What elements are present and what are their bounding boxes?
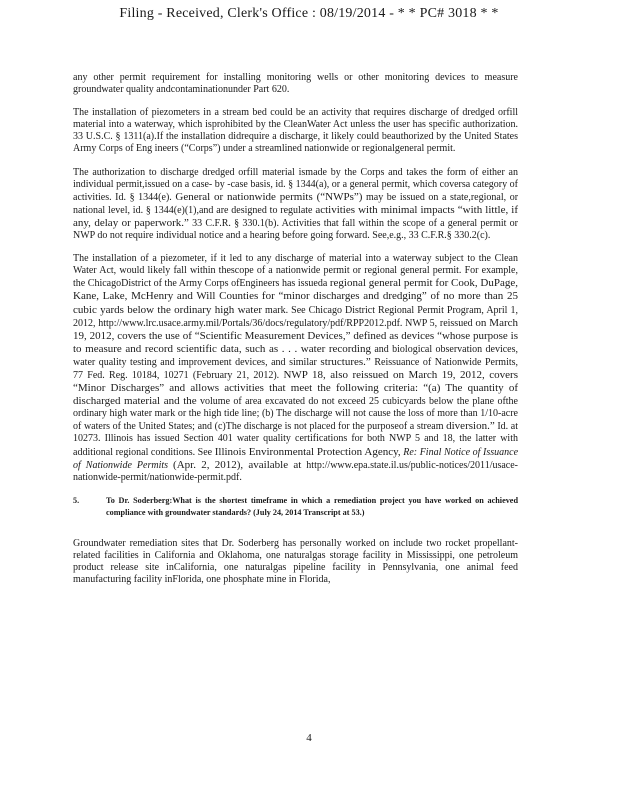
paragraph: any other permit requirement for installing monitoring wells or other monitoring devices to measure groundwater quality andcontaminationunder Part 620. [73, 72, 518, 96]
text-run: Illinois Environmental Protection Agency, [214, 445, 401, 458]
page-number: 4 [306, 732, 312, 744]
text-run: Id. at 10273. Illinois has issued Section 401 water quality certifications for both NWP 5 and 18, the latter with additional regional conditions. See [73, 421, 518, 458]
text-run: diversion.” [446, 420, 495, 433]
text-run: The authorization to discharge dredged orfill material ismade by the Corps and takes the form of either an individual permit,issued on a case- by -case basis, id. § 1344(a), or a general permit, which coversa category of activities. Id. § 1344(e). [73, 166, 518, 203]
text-run: and biological observation devices, water quality testing and improvement devices, and similar [73, 343, 518, 368]
text-run: NWP 18, also reissued on March 19, 2012, covers “Minor Discharges” and allows activities that meet the following criteria: “(a) The quantity of discharged material and the [73, 368, 518, 408]
document-body [73, 72, 518, 597]
paragraph [73, 253, 518, 484]
paragraph: The installation of piezometers in a stream bed could be an activity that requires discharge of dredged orfill material into a waterway, which isprohibited by the CleanWater Act unless the user has specific authorization. 33 U.S.C. § 1311(a).If the installation didrequire a discharge, it likely could beauthorized by the United States Army Corps of Eng ineers (“Corps”) under a streamlined nationwide or regionalgeneral permit. [73, 107, 518, 155]
text-run: (Apr. 2, 2012), available at [173, 458, 302, 471]
text-run: General or nationwide permits (“NWPs”) [175, 190, 363, 203]
question-text: To Dr. Soderberg:What is the shortest timeframe in which a remediation project you have worked on achieved compliance with groundwater standards? (July 24, 2014 Transcript at 53.) [106, 495, 518, 518]
text-run: regional general permit for Cook, DuPage, Kane, Lake, McHenry and Will Counties for “minor discharges and dredging” of no more than 25 cubic yards below the ordinary high water [73, 277, 519, 316]
text-run: 33 C.F.R. § 330.1(b). Activities that fall within the scope of a general permit or NWP do not require individual notice and a hearing before going forward. See,e.g., 33 C.F.R.§ 330.2(c). [73, 217, 518, 242]
paragraph: Groundwater remediation sites that Dr. Soderberg has personally worked on include two rocket propellant-related facilities in California and Oklahoma, one naturalgas storage facility in Mississippi, one petroleum product release site inCalifornia, one naturalgas pipeline facility in Pennsylvania, one animal feed manufacturing facility inFlorida, one phosphate mine in Florida, [73, 537, 518, 586]
citation-title: Re: Final Notice of Issuance of Nationwide Permits [73, 446, 519, 471]
text-run: activities with minimal impacts “with little, if any, delay or paperwork.” [73, 203, 518, 229]
text-run: mark. See Chicago District Regional Permit Program, April 1, 2012, http://www.lrc.usace.army.mil/Portals/36/docs/regulatory/pdf/RPP2012.pdf. NWP 5, reissued [73, 304, 518, 329]
text-run: may be issued on a state,regional, or national level, id. § 1344(e)(1),and are designed to regulate [73, 191, 519, 216]
text-run: Reissuance of Nationwide Permits, 77 Fed. Reg. 10184, 10271 (February 21, 2012). [73, 356, 519, 381]
filing-header: Filing - Received, Clerk's Office : 08/19/2014 - * * PC# 3018 * * [119, 6, 499, 21]
text-run: volume of area excavated do not exceed 25 cubicyards below the plane ofthe ordinary high water mark or the high tide line; (b) The discharge will not cause the loss of more than 1/10-acre of waters of the United States; and (c)The discharge is not placed for the purposeof a stream [73, 396, 518, 433]
text-run: The installation of a piezometer, if it led to any discharge of material into a waterway subject to the Clean Water Act, would likely fall within thescope of a nationwide permit or regional general permit. For example, the ChicagoDistrict of the Army Corps ofEngineers has issueda [73, 253, 518, 290]
url-text: http://www.epa.state.il.us/public-notices/2011/usace-nationwide-permit/nationwide-permit.pdf. [73, 459, 519, 483]
numbered-question [73, 495, 518, 520]
question-number: 5. [73, 495, 80, 505]
text-run: structures.” [320, 355, 371, 368]
paragraph [73, 167, 518, 243]
text-run: on March 19, 2012, covers the use of “Scientific Measurement Devices,” defined as devices “whose purpose is to measure and record scientific data, such as . . . water recording [73, 316, 519, 355]
